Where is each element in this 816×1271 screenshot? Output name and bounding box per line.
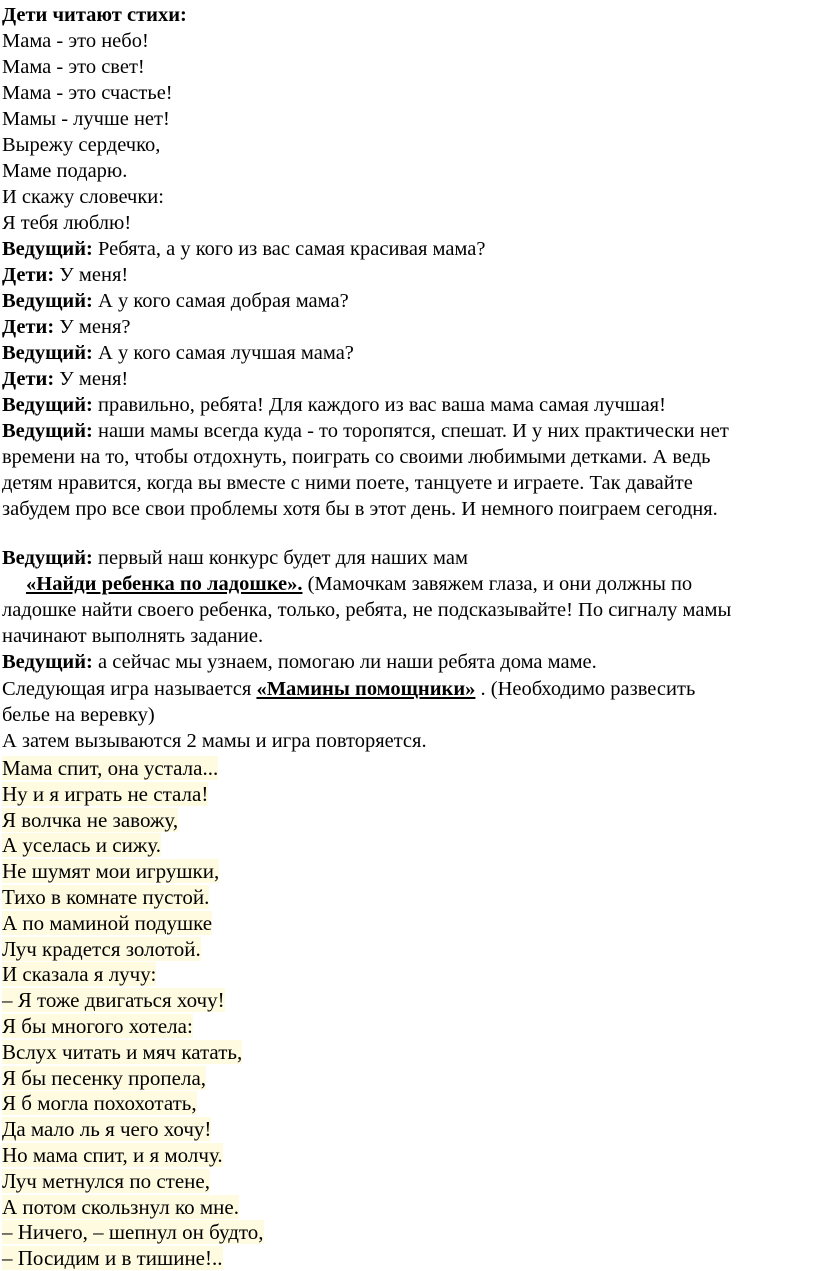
poem-line-text: Не шумят мои игрушки, (2, 859, 220, 884)
poem-line (2, 858, 219, 884)
poem-line-text: Я бы песенку пропела, (2, 1065, 207, 1090)
verse-line: Я тебя люблю! (2, 212, 132, 234)
poem-line (2, 1013, 193, 1039)
poem-line (2, 1219, 264, 1245)
speaker-label: Ведущий: (2, 394, 93, 416)
poem-line (2, 961, 156, 987)
dialogue-line: Ведущий: правильно, ребята! Для каждого из вас ваша мама самая лучшая! (2, 394, 666, 416)
poem-line (2, 1168, 210, 1194)
dialogue-line: Дети: У меня! (2, 264, 129, 286)
speaker-label: Ведущий: (2, 342, 93, 364)
poem-line-text: – Я тоже двигаться хочу! (2, 988, 225, 1013)
poem-line-text: Луч крадется золотой. (2, 936, 201, 961)
paragraph-line: начинают выполнять задание. (2, 625, 264, 647)
verse-line: Маме подарю. (2, 160, 128, 182)
dialogue-line: Ведущий: А у кого самая добрая мама? (2, 290, 349, 312)
speaker-label: Дети: (2, 264, 55, 286)
poem-line (2, 1194, 239, 1220)
verse-line: Мамы - лучше нет! (2, 108, 170, 130)
poem-line-text: А потом скользнул ко мне. (2, 1194, 239, 1219)
game-title: «Мамины помощники» (256, 678, 476, 700)
poem-line (2, 807, 178, 833)
speaker-label: Ведущий: (2, 290, 93, 312)
poem-line (2, 936, 201, 962)
poem-line-text: А уселась и сижу. (2, 833, 161, 858)
poem-line-text: – Ничего, – шепнул он будто, (2, 1220, 264, 1245)
verse-line: Вырежу сердечко, (2, 134, 161, 156)
paragraph-line: детям нравится, когда вы вместе с ними поете, танцуете и играете. Так давайте (2, 472, 693, 494)
speaker-label: Ведущий: (2, 238, 93, 260)
poem-line-text: Но мама спит, и я молчу. (2, 1143, 223, 1167)
speaker-label: Ведущий: (2, 547, 93, 569)
dialogue-line: Ведущий: А у кого самая лучшая мама? (2, 342, 354, 364)
game-intro-line: «Найди ребенка по ладошке». (Мамочкам завяжем глаза, и они должны по (26, 573, 693, 595)
verse-line: Мама - это небо! (2, 30, 149, 52)
paragraph-line: А затем вызываются 2 мамы и игра повторяется. (2, 730, 427, 752)
poem-line (2, 781, 208, 807)
poem-line (2, 832, 161, 858)
dialogue-line: Дети: У меня! (2, 368, 129, 390)
verse-line: И скажу словечки: (2, 186, 164, 208)
poem-line-text: Тихо в комнате пустой. (2, 885, 210, 909)
heading-kids-read: Дети читают стихи: (2, 4, 187, 26)
poem-line (2, 1090, 197, 1116)
poem-line-text: Я волчка не завожу, (2, 807, 179, 832)
dialogue-line: Ведущий: первый наш конкурс будет для наших мам (2, 547, 468, 569)
speaker-label: Дети: (2, 368, 55, 390)
poem-line-text: Ну и я играть не стала! (2, 781, 209, 806)
poem-line-text: Я бы многого хотела: (2, 1014, 193, 1038)
dialogue-line: Ведущий: наши мамы всегда куда - то торопятся, спешат. И у них практически нет (2, 420, 729, 442)
game-title: «Найди ребенка по ладошке». (26, 573, 303, 595)
poem-line (2, 1245, 223, 1271)
poem-line (2, 755, 218, 781)
paragraph-line: времени на то, чтобы отдохнуть, поиграть со своими любимыми детками. А ведь (2, 446, 711, 468)
dialogue-line: Ведущий: а сейчас мы узнаем, помогаю ли наши ребята дома маме. (2, 651, 597, 673)
poem-line (2, 1116, 211, 1142)
speaker-label: Дети: (2, 316, 55, 338)
poem-line-text: Луч метнулся по стене, (2, 1168, 210, 1193)
paragraph-line: забудем про все свои проблемы хотя бы в этот день. И немного поиграем сегодня. (2, 498, 718, 520)
poem-line-text: И сказала я лучу: (2, 962, 157, 987)
game-intro-line: Следующая игра называется «Мамины помощники» . (Необходимо развесить (2, 678, 696, 700)
poem-line-text: – Посидим и в тишине!.. (2, 1246, 223, 1271)
poem-line (2, 884, 209, 910)
poem-line (2, 987, 225, 1013)
poem-line-text: Вслух читать и мяч катать, (2, 1039, 243, 1064)
poem-line (2, 1142, 223, 1168)
poem-line (2, 910, 212, 936)
poem-line-text: Я б могла похохотать, (2, 1091, 197, 1116)
speaker-label: Ведущий: (2, 651, 93, 673)
speaker-label: Ведущий: (2, 420, 93, 442)
verse-line: Мама - это счастье! (2, 82, 173, 104)
dialogue-line: Ведущий: Ребята, а у кого из вас самая красивая мама? (2, 238, 486, 260)
verse-line: Мама - это свет! (2, 56, 145, 78)
dialogue-line: Дети: У меня? (2, 316, 131, 338)
poem-line-text: Да мало ль я чего хочу! (2, 1117, 212, 1142)
poem-line-text: Мама спит, она устала... (2, 756, 219, 780)
poem-line (2, 1065, 206, 1091)
paragraph-line: ладошке найти своего ребенка, только, ребята, не подсказывайте! По сигналу мамы (2, 599, 732, 621)
paragraph-line: белье на веревку) (2, 704, 155, 726)
poem-line (2, 1039, 242, 1065)
poem-line-text: А по маминой подушке (2, 910, 213, 935)
